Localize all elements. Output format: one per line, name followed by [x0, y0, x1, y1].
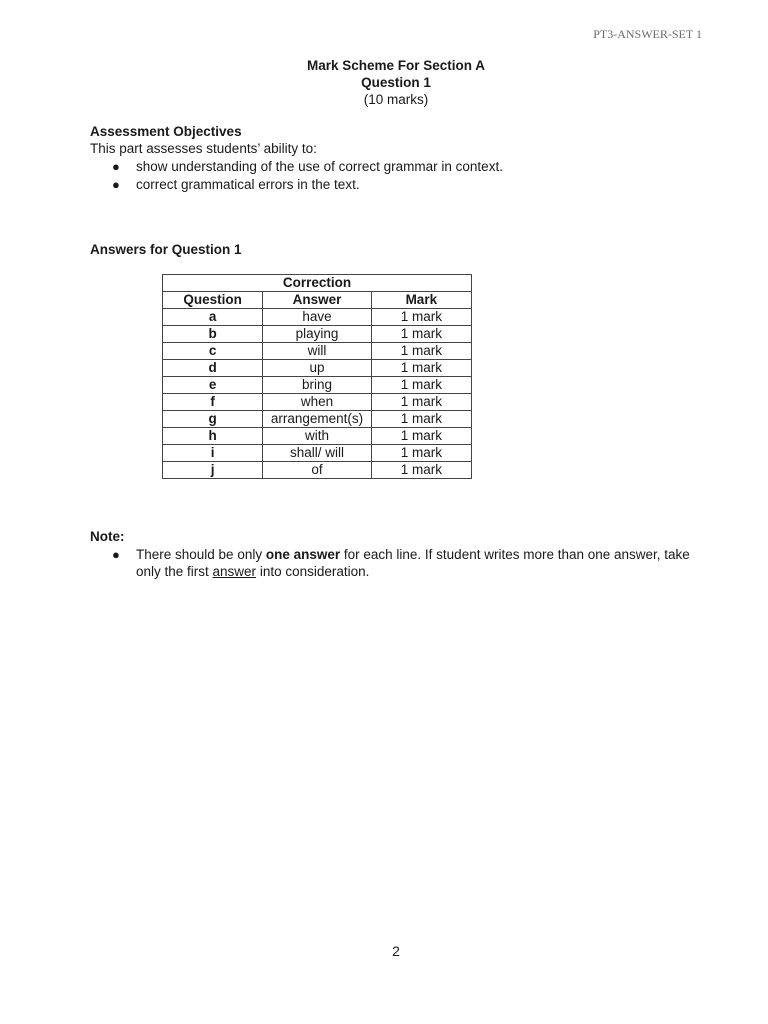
answer-cell: when	[263, 394, 371, 411]
note-text-middle: for each line. If student writes more than one answer, take only the first	[136, 547, 690, 579]
bullet-icon: ●	[112, 159, 120, 174]
table-header-row	[163, 292, 472, 309]
table-row	[163, 309, 472, 326]
table-group-header: Correction	[163, 275, 472, 292]
page-number: 2	[392, 943, 400, 959]
note-text-end: into consideration.	[256, 564, 370, 579]
question-cell: h	[163, 428, 263, 445]
mark-cell: 1 mark	[371, 377, 471, 394]
table-row	[163, 428, 472, 445]
table-row	[163, 394, 472, 411]
bullet-icon: ●	[112, 177, 120, 192]
column-header-question: Question	[163, 292, 263, 309]
mark-cell: 1 mark	[371, 343, 471, 360]
column-header-answer: Answer	[263, 292, 371, 309]
table-row	[163, 360, 472, 377]
column-header-mark: Mark	[371, 292, 471, 309]
note-bullet-list	[90, 546, 710, 580]
answers-heading: Answers for Question 1	[90, 242, 242, 257]
assessment-bullet-text: show understanding of the use of correct grammar in context.	[136, 159, 503, 174]
mark-cell: 1 mark	[371, 428, 471, 445]
assessment-bullet-list	[90, 158, 710, 193]
assessment-bullet	[90, 176, 710, 193]
note-heading: Note:	[90, 529, 125, 544]
question-cell: b	[163, 326, 263, 343]
answer-cell: up	[263, 360, 371, 377]
note-bold-text: one answer	[265, 547, 341, 562]
answer-cell: playing	[263, 326, 371, 343]
assessment-intro: This part assesses students’ ability to:	[90, 141, 317, 156]
assessment-objectives-heading: Assessment Objectives	[90, 124, 242, 139]
table-row	[163, 445, 472, 462]
question-cell: i	[163, 445, 263, 462]
title-block	[0, 57, 768, 108]
answer-cell: will	[263, 343, 371, 360]
answer-cell: shall/ will	[263, 445, 371, 462]
mark-cell: 1 mark	[371, 326, 471, 343]
answer-cell: have	[263, 309, 371, 326]
mark-cell: 1 mark	[371, 445, 471, 462]
question-cell: e	[163, 377, 263, 394]
assessment-bullet-text: correct grammatical errors in the text.	[136, 177, 360, 192]
mark-cell: 1 mark	[371, 394, 471, 411]
question-cell: f	[163, 394, 263, 411]
answer-cell: with	[263, 428, 371, 445]
correction-table	[162, 274, 472, 479]
question-title: Question 1	[361, 75, 431, 90]
question-cell: c	[163, 343, 263, 360]
answer-cell: bring	[263, 377, 371, 394]
bullet-icon: ●	[112, 547, 120, 562]
note-text-start: There should be only	[136, 547, 266, 562]
answer-cell: of	[263, 462, 371, 479]
marks-subtitle: (10 marks)	[363, 92, 429, 107]
question-cell: j	[163, 462, 263, 479]
table-group-header-row	[163, 275, 472, 292]
mark-cell: 1 mark	[371, 411, 471, 428]
answer-text: arrangement(s)	[270, 411, 364, 426]
note-section	[90, 528, 710, 580]
document-header-code: PT3-ANSWER-SET 1	[593, 27, 702, 41]
question-cell: g	[163, 411, 263, 428]
answer-cell	[263, 411, 371, 428]
assessment-objectives-section	[90, 123, 710, 193]
page-title: Mark Scheme For Section A	[306, 58, 486, 73]
question-cell: a	[163, 309, 263, 326]
mark-cell: 1 mark	[371, 462, 471, 479]
table-row	[163, 326, 472, 343]
table-row	[163, 411, 472, 428]
table-row	[163, 462, 472, 479]
table-row	[163, 377, 472, 394]
note-bullet	[90, 546, 710, 580]
question-cell: d	[163, 360, 263, 377]
mark-cell: 1 mark	[371, 360, 471, 377]
table-row	[163, 343, 472, 360]
note-underlined-text: answer	[212, 564, 257, 579]
mark-cell: 1 mark	[371, 309, 471, 326]
assessment-bullet	[90, 158, 710, 175]
